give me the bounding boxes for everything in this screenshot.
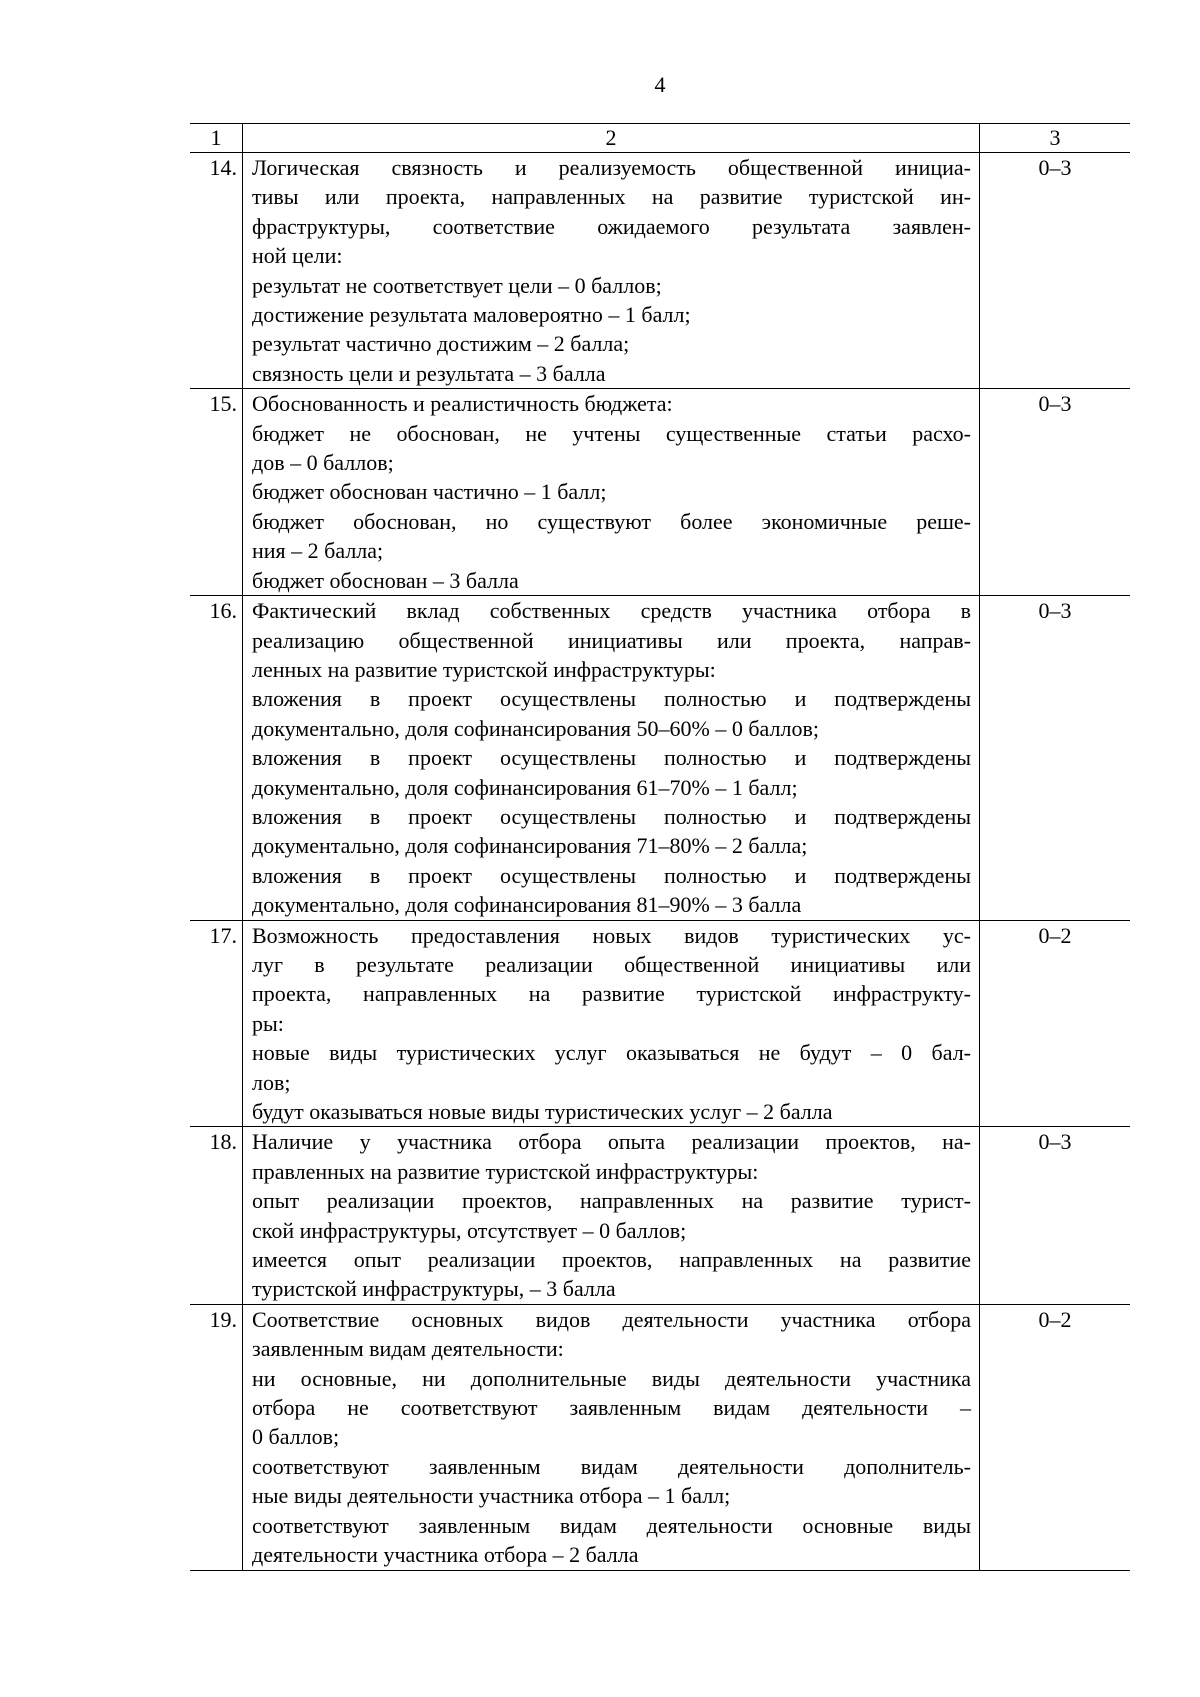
criterion-text-line: имеется опыт реализации проектов, направленных на развитие <box>252 1247 971 1273</box>
criterion-text-line: достижение результата маловероятно – 1 балл; <box>252 302 691 328</box>
criterion-row <box>190 920 1130 1127</box>
criterion-score: 0–3 <box>980 1127 1131 1304</box>
criterion-number: 14. <box>190 153 243 389</box>
criterion-text-line: ленных на развитие туристской инфраструктуры: <box>252 656 716 682</box>
criterion-text-line: вложения в проект осуществлены полностью и подтверждены <box>252 803 971 829</box>
criterion-text-line: лов; <box>252 1069 291 1095</box>
criterion-score: 0–2 <box>980 1304 1131 1570</box>
criterion-text-line: ной цели: <box>252 243 343 269</box>
criterion-text-line: Фактический вклад собственных средств участника отбора в <box>252 598 971 624</box>
criterion-text-line: Возможность предоставления новых видов туристических ус- <box>252 922 971 948</box>
criterion-text-line: документально, доля софинансирования 61–70% – 1 балл; <box>252 774 798 800</box>
criterion-text-line: документально, доля софинансирования 81–90% – 3 балла <box>252 892 802 918</box>
criterion-text-line: Обоснованность и реалистичность бюджета: <box>252 391 673 417</box>
criterion-text-line: ни основные, ни дополнительные виды деятельности участника <box>252 1365 971 1391</box>
criterion-number: 17. <box>190 920 243 1127</box>
criterion-text-line: документально, доля софинансирования 50–60% – 0 баллов; <box>252 715 819 741</box>
table-header-row <box>190 124 1130 153</box>
criterion-text-line: связность цели и результата – 3 балла <box>252 360 606 386</box>
criterion-text <box>243 389 980 596</box>
criterion-text-line: вложения в проект осуществлены полностью и подтверждены <box>252 745 971 771</box>
criteria-table <box>190 123 1130 1571</box>
criterion-text-line: фраструктуры, соответствие ожидаемого результата заявлен- <box>252 213 971 239</box>
criterion-text-line: ской инфраструктуры, отсутствует – 0 баллов; <box>252 1217 687 1243</box>
criterion-text <box>243 920 980 1127</box>
criterion-row <box>190 1304 1130 1570</box>
criterion-row <box>190 153 1130 389</box>
criterion-text-line: Соответствие основных видов деятельности участника отбора <box>252 1306 971 1332</box>
criterion-score: 0–3 <box>980 153 1131 389</box>
criterion-text-line: правленных на развитие туристской инфраструктуры: <box>252 1158 759 1184</box>
header-col-2: 2 <box>243 124 980 153</box>
criterion-text-line: ные виды деятельности участника отбора – 1 балл; <box>252 1483 731 1509</box>
header-col-3: 3 <box>980 124 1131 153</box>
criterion-text-line: вложения в проект осуществлены полностью и подтверждены <box>252 686 971 712</box>
criterion-text-line: будут оказываться новые виды туристических услуг – 2 балла <box>252 1099 833 1124</box>
criterion-row <box>190 1127 1130 1304</box>
criterion-text-line: бюджет обоснован, но существуют более экономичные реше- <box>252 508 971 534</box>
criterion-number: 15. <box>190 389 243 596</box>
criterion-number: 19. <box>190 1304 243 1570</box>
criterion-text-line: реализацию общественной инициативы или проекта, направ- <box>252 627 971 653</box>
criterion-text-line: бюджет обоснован – 3 балла <box>252 567 519 593</box>
criterion-text-line: опыт реализации проектов, направленных на развитие турист- <box>252 1188 971 1214</box>
criterion-text-line: 0 баллов; <box>252 1424 340 1450</box>
criterion-score: 0–3 <box>980 389 1131 596</box>
criterion-text-line: туристской инфраструктуры, – 3 балла <box>252 1276 616 1302</box>
criterion-number: 18. <box>190 1127 243 1304</box>
criterion-text-line: ры: <box>252 1010 284 1036</box>
header-col-1: 1 <box>190 124 243 153</box>
criterion-text-line: отбора не соответствуют заявленным видам деятельности – <box>252 1395 971 1421</box>
criterion-text <box>243 1304 980 1570</box>
criterion-text-line: бюджет обоснован частично – 1 балл; <box>252 479 607 505</box>
criterion-text-line: Наличие у участника отбора опыта реализации проектов, на- <box>252 1129 971 1155</box>
criterion-row <box>190 596 1130 920</box>
criterion-text-line: ния – 2 балла; <box>252 538 384 564</box>
criterion-text-line: заявленным видам деятельности: <box>252 1336 564 1362</box>
criterion-text-line: результат не соответствует цели – 0 баллов; <box>252 272 662 298</box>
criterion-row <box>190 389 1130 596</box>
criterion-text <box>243 1127 980 1304</box>
criterion-text-line: вложения в проект осуществлены полностью и подтверждены <box>252 862 971 888</box>
criterion-text-line: деятельности участника отбора – 2 балла <box>252 1542 639 1568</box>
criterion-score: 0–3 <box>980 596 1131 920</box>
criterion-text-line: проекта, направленных на развитие туристской инфраструкту- <box>252 981 971 1007</box>
criterion-text-line: Логическая связность и реализуемость общественной инициа- <box>252 155 971 180</box>
page-number: 4 <box>654 72 666 97</box>
criterion-text-line: луг в результате реализации общественной инициативы или <box>252 951 971 977</box>
criterion-text <box>243 153 980 389</box>
criterion-text-line: документально, доля софинансирования 71–80% – 2 балла; <box>252 833 808 859</box>
criterion-text-line: соответствуют заявленным видам деятельности дополнитель- <box>252 1453 971 1479</box>
criterion-number: 16. <box>190 596 243 920</box>
criterion-text-line: дов – 0 баллов; <box>252 450 394 476</box>
criterion-text-line: результат частично достижим – 2 балла; <box>252 331 630 357</box>
criterion-text-line: соответствуют заявленным видам деятельности основные виды <box>252 1512 971 1538</box>
criterion-text-line: бюджет не обоснован, не учтены существенные статьи расхо- <box>252 420 971 446</box>
criterion-text-line: новые виды туристических услуг оказываться не будут – 0 бал- <box>252 1040 971 1066</box>
criterion-text <box>243 596 980 920</box>
criterion-score: 0–2 <box>980 920 1131 1127</box>
criterion-text-line: тивы или проекта, направленных на развитие туристской ин- <box>252 184 971 210</box>
